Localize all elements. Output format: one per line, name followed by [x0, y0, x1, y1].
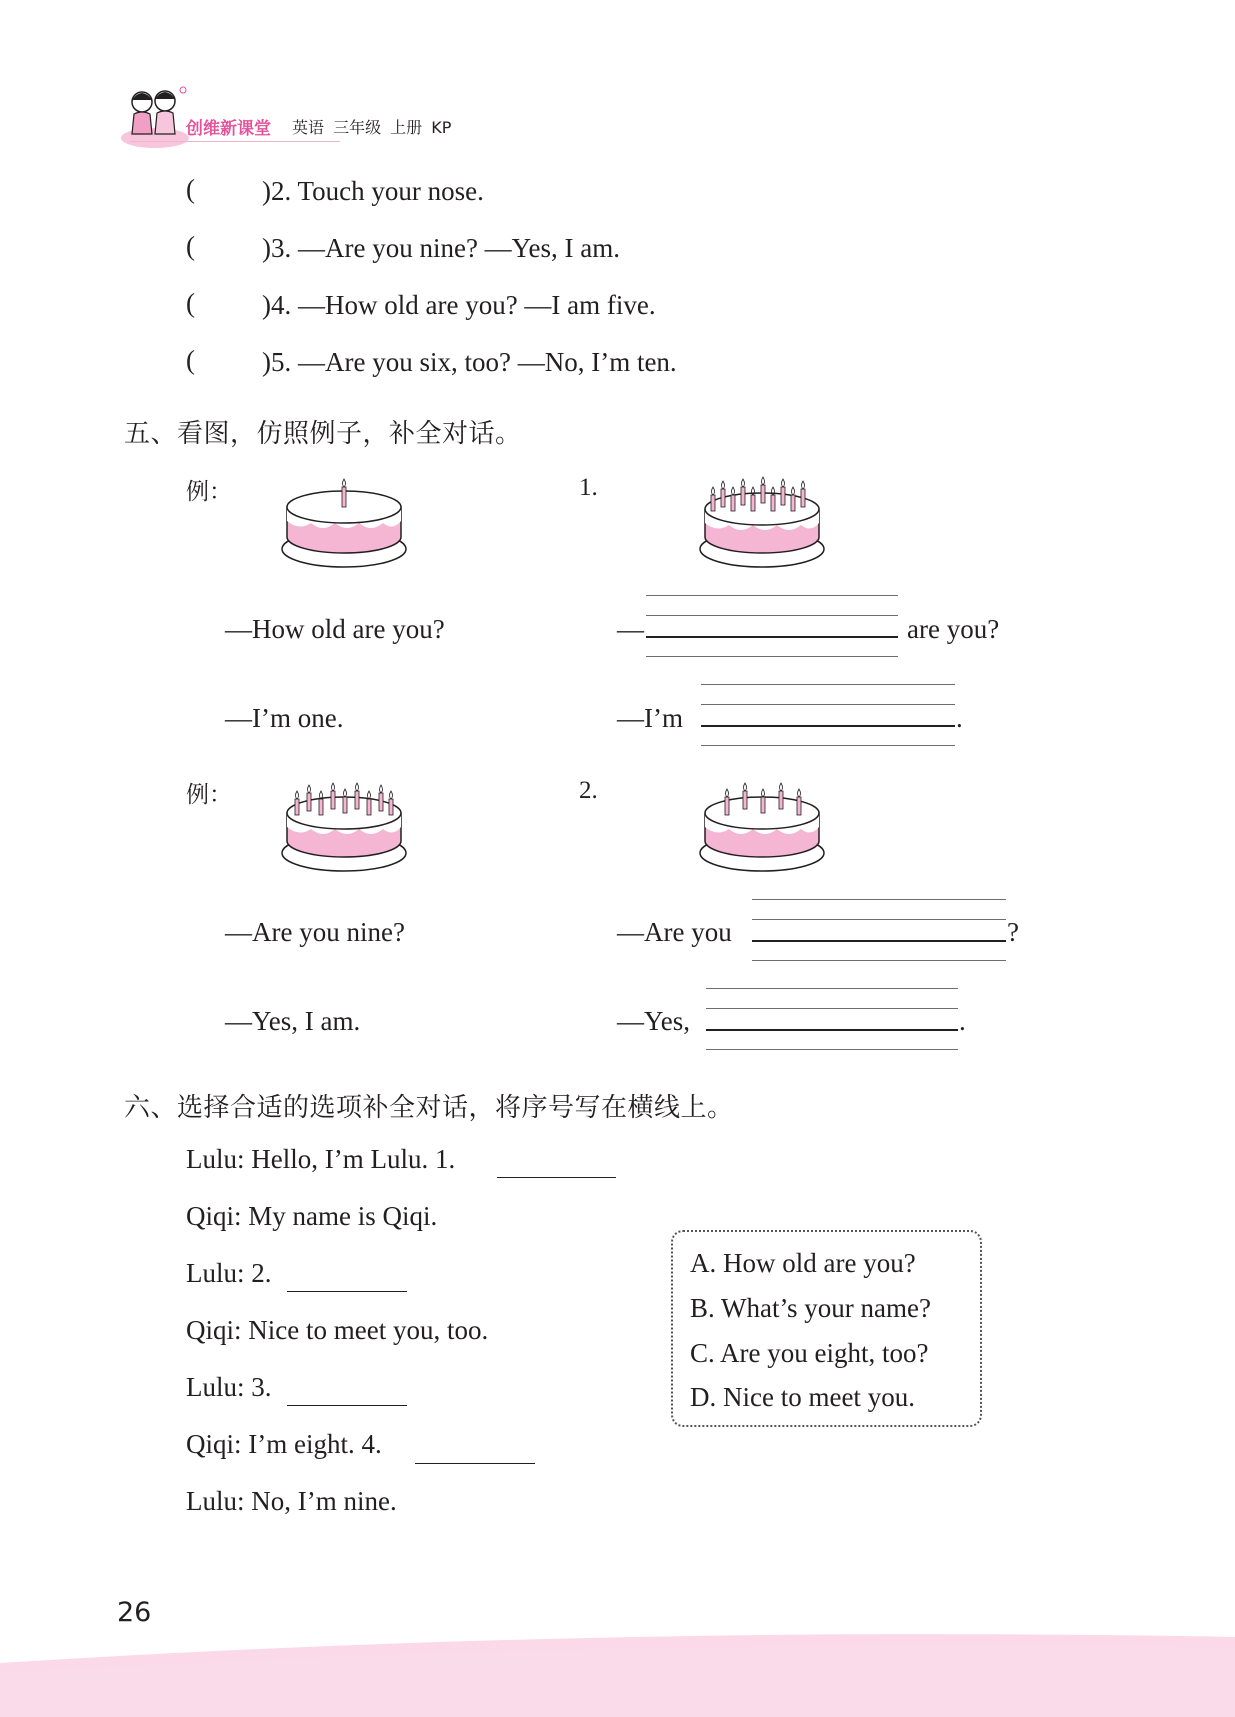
- answer-blank-4[interactable]: [415, 1463, 535, 1464]
- subject-info: 英语 三年级 上册 KP: [292, 118, 452, 137]
- q2-answer-suffix: .: [959, 1006, 966, 1036]
- answer-blank-1[interactable]: [497, 1177, 616, 1178]
- q1-answer-prefix: —I’m: [617, 703, 683, 733]
- q1-question-writing-line[interactable]: [646, 595, 898, 657]
- dialogue-line-4: Qiqi: Nice to meet you, too.: [186, 1315, 489, 1345]
- q2-question-writing-line[interactable]: [752, 899, 1006, 961]
- example-label-1: 例：: [186, 479, 232, 504]
- dialogue-line-6: Qiqi: I’m eight. 4.: [186, 1429, 382, 1459]
- example-label-2: 例：: [186, 782, 232, 807]
- header-divider: [130, 141, 340, 142]
- example-1-question: —How old are you?: [225, 614, 445, 644]
- answer-paren-2: (: [186, 174, 195, 204]
- dialogue-line-3: Lulu: 2.: [186, 1258, 272, 1288]
- section-5-heading: 五、看图，仿照例子，补全对话。: [124, 419, 522, 448]
- brand-title: 创维新课堂: [186, 119, 271, 139]
- q1-answer-suffix: .: [956, 703, 963, 733]
- option-c: C. Are you eight, too?: [690, 1338, 929, 1368]
- dialogue-line-7: Lulu: No, I’m nine.: [186, 1486, 397, 1516]
- q1-question-suffix: are you?: [907, 614, 1000, 644]
- page-number: 26: [117, 1597, 152, 1628]
- option-b: B. What’s your name?: [690, 1293, 931, 1323]
- option-a: A. How old are you?: [690, 1248, 916, 1278]
- example-2-answer: —Yes, I am.: [225, 1006, 361, 1036]
- example-1-answer: —I’m one.: [225, 703, 344, 733]
- q1-answer-writing-line[interactable]: [701, 684, 955, 746]
- judgement-item-4: )4. —How old are you? —I am five.: [262, 290, 656, 320]
- section-6-heading: 六、选择合适的选项补全对话，将序号写在横线上。: [124, 1093, 734, 1122]
- judgement-item-5: )5. —Are you six, too? —No, I’m ten.: [262, 347, 677, 377]
- q2-answer-prefix: —Yes,: [617, 1006, 691, 1036]
- dialogue-line-1: Lulu: Hello, I’m Lulu. 1.: [186, 1144, 456, 1174]
- birthday-cake-icon: [697, 473, 827, 571]
- birthday-cake-icon: [697, 777, 827, 875]
- question-number-2: 2.: [579, 777, 598, 804]
- q2-answer-writing-line[interactable]: [706, 988, 958, 1050]
- dialogue-line-2: Qiqi: My name is Qiqi.: [186, 1201, 438, 1231]
- judgement-item-2: )2. Touch your nose.: [262, 176, 484, 206]
- answer-blank-3[interactable]: [287, 1405, 407, 1406]
- answer-paren-4: (: [186, 288, 195, 318]
- q2-question-suffix: ?: [1007, 917, 1019, 947]
- answer-paren-3: (: [186, 231, 195, 261]
- birthday-cake-icon: [279, 475, 409, 571]
- answer-blank-2[interactable]: [287, 1291, 407, 1292]
- judgement-item-3: )3. —Are you nine? —Yes, I am.: [262, 233, 620, 263]
- example-2-question: —Are you nine?: [225, 917, 405, 947]
- question-number-1: 1.: [579, 474, 598, 501]
- dialogue-line-5: Lulu: 3.: [186, 1372, 272, 1402]
- answer-paren-5: (: [186, 345, 195, 375]
- option-d: D. Nice to meet you.: [690, 1382, 915, 1412]
- footer-band: [0, 1633, 1235, 1717]
- birthday-cake-icon: [279, 777, 409, 875]
- q2-question-prefix: —Are you: [617, 917, 732, 947]
- q1-question-prefix: —: [617, 614, 644, 644]
